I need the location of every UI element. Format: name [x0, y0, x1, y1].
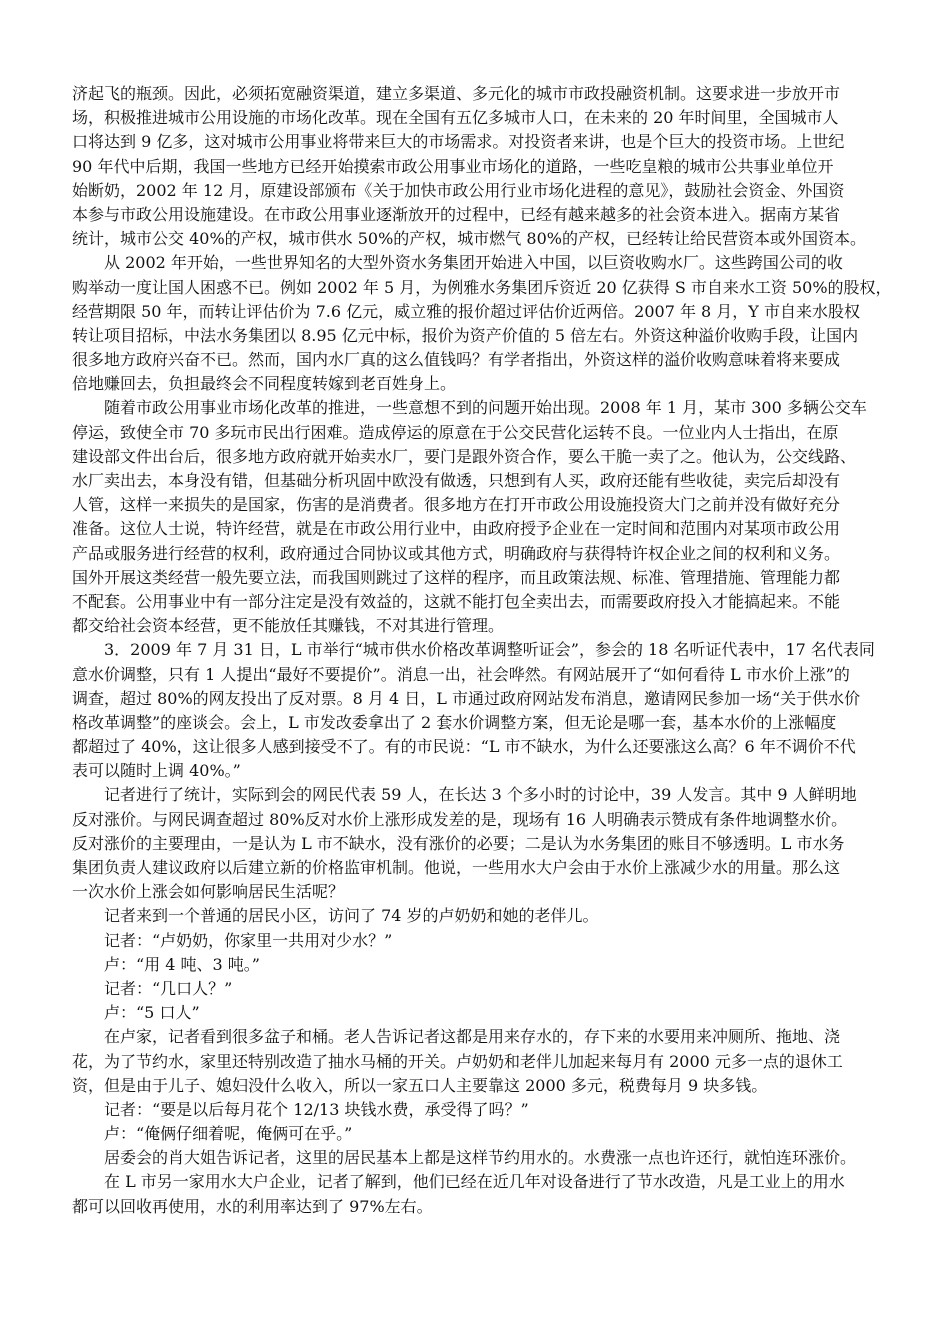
- text-line: 90 年代中后期，我国一些地方已经开始摸索市政公用事业市场化的道路，一些吃皇粮的城市公共事业单位开: [72, 156, 834, 176]
- text-line: 反对涨价的主要理由，一是认为 L 市不缺水，没有涨价的必要；二是认为水务集团的账目不够透明。L 市水务: [72, 833, 845, 853]
- paragraph: [72, 1122, 892, 1146]
- text-line: 人管，这样一来损失的是国家，伤害的是消费者。很多地方在打开市政公用设施投资大门之前并没有做好充分: [72, 495, 841, 515]
- text-line: 始断奶，2002 年 12 月，原建设部颁布《关于加快市政公用行业市场化进程的意见》，鼓励社会资金、外国资: [72, 180, 845, 200]
- text-line: 记者来到一个普通的居民小区，访问了 74 岁的卢奶奶和她的老伴儿。: [104, 906, 599, 926]
- text-line: 很多地方政府兴奋不已。然而，国内水厂真的这么值钱吗？有学者指出，外资这样的溢价收购意味着将来要成: [72, 350, 841, 370]
- text-line: 口将达到 9 亿多，这对城市公用事业将带来巨大的市场需求。对投资者来讲，也是个巨大的投资市场。上世纪: [72, 132, 845, 152]
- paragraph: [72, 1098, 892, 1122]
- text-line: 反对涨价。与网民调查超过 80%反对水价上涨形成发差的是，现场有 16 人明确表示赞成有条件地调整水价。: [72, 809, 848, 829]
- paragraph: [72, 929, 892, 953]
- text-line: 资，但是由于儿子、媳妇没什么收入，所以一家五口人主要靠这 2000 多元，税费每月 9 块多钱。: [72, 1075, 768, 1095]
- text-line: 卢：“5 口人”: [104, 1003, 200, 1023]
- text-line: 格改革调整”的座谈会。会上，L 市发改委拿出了 2 套水价调整方案，但无论是哪一套，基本水价的上涨幅度: [72, 712, 837, 732]
- paragraph: [72, 953, 892, 977]
- text-line: 建设部文件出台后，很多地方政府就开始卖水厂，要门是跟外资合作，要么干脆一卖了之。他认为，公交线路、: [72, 446, 857, 466]
- text-line: 3．2009 年 7 月 31 日，L 市举行“城市供水价格改革调整听证会”，参会的 18 名听证代表中，17 名代表同: [104, 640, 875, 660]
- text-line: 卢：“俺俩仔细着呢，俺俩可在乎。”: [104, 1124, 353, 1144]
- text-line: 经营期限 50 年，而转让评估价为 7.6 亿元，威立雅的报价超过评估价近两倍。2007 年 8 月，Y 市自来水股权: [72, 301, 860, 321]
- text-line: 本参与市政公用设施建设。在市政公用事业逐渐放开的过程中，已经有越来越多的社会资本进入。据南方某省: [72, 204, 841, 224]
- text-line: 停运，致使全市 70 多玩市民出行困难。造成停运的原意在于公交民营化运转不良。一位业内人士指出，在原: [72, 422, 839, 442]
- text-line: 准备。这位人士说，特许经营，就是在市政公用行业中，由政府授予企业在一定时间和范围内对某项市政公用: [72, 519, 841, 539]
- text-line: 不配套。公用事业中有一部分注定是没有效益的，这就不能打包全卖出去，而需要政府投入才能搞起来。不能: [72, 591, 841, 611]
- paragraph: [72, 1146, 892, 1170]
- text-line: 记者：“要是以后每月花个 12/13 块钱水费，承受得了吗？”: [104, 1099, 529, 1119]
- text-line: 济起飞的瓶颈。因此，必须拓宽融资渠道，建立多渠道、多元化的城市市政投融资机制。这要求进一步放开市: [72, 84, 841, 103]
- text-line: 记者进行了统计，实际到会的网民代表 59 人，在长达 3 个多小时的讨论中，39 人发言。其中 9 人鲜明地: [104, 785, 857, 805]
- text-line: 场，积极推进城市公用设施的市场化改革。现在全国有五亿多城市人口，在未来的 20 年时间里，全国城市人: [72, 108, 839, 128]
- text-line: 在 L 市另一家用水大户企业，记者了解到，他们已经在近几年对设备进行了节水改造，凡是工业上的用水: [104, 1172, 845, 1192]
- paragraph: [72, 1025, 892, 1098]
- paragraph: [72, 251, 892, 396]
- text-line: 国外开展这类经营一般先要立法，而我国则跳过了这样的程序，而且政策法规、标准、管理措施、管理能力都: [72, 567, 841, 587]
- text-line: 调查，超过 80%的网友投出了反对票。8 月 4 日，L 市通过政府网站发布消息，邀请网民参加一场“关于供水价: [72, 688, 861, 708]
- text-line: 水厂卖出去，本身没有错，但基础分析巩固中欧没有做透，只想到有人买，政府还能有些收徒，卖完后却没有: [72, 471, 841, 490]
- text-line: 都交给社会资本经营，更不能放任其赚钱，不对其进行管理。: [72, 616, 505, 636]
- text-line: 从 2002 年开始，一些世界知名的大型外资水务集团开始进入中国，以巨资收购水厂。这些跨国公司的收: [104, 253, 843, 273]
- paragraph: [72, 638, 892, 783]
- text-line: 都可以回收再使用，水的利用率达到了 97%左右。: [72, 1196, 433, 1216]
- text-line: 居委会的肖大姐告诉记者，这里的居民基本上都是这样节约用水的。水费涨一点也许还行，就怕连环涨价。: [104, 1148, 857, 1168]
- text-line: 产品或服务进行经营的权利，政府通过合同协议或其他方式，明确政府与获得特许权企业之间的权利和义务。: [72, 543, 841, 563]
- text-line: 随着市政公用事业市场化改革的推进，一些意想不到的问题开始出现。2008 年 1 月，某市 300 多辆公交车: [104, 398, 867, 418]
- text-line: 统计，城市公交 40%的产权，城市供水 50%的产权，城市燃气 80%的产权，已经转让给民营资本或外国资本。: [72, 229, 866, 249]
- text-line: 在卢家，记者看到很多盆子和桶。老人告诉记者这都是用来存水的，存下来的水要用来冲厕所、拖地、浇: [104, 1027, 841, 1047]
- text-line: 卢：“用 4 吨、3 吨。”: [104, 954, 260, 974]
- paragraph: [72, 783, 892, 904]
- paragraph: [72, 977, 892, 1001]
- document-page: [72, 82, 892, 1219]
- text-line: 转让项目招标，中法水务集团以 8.95 亿元中标，报价为资产价值的 5 倍左右。外资这种溢价收购手段，让国内: [72, 325, 859, 345]
- text-line: 记者：“卢奶奶，你家里一共用对少水？”: [104, 930, 393, 950]
- text-line: 购举动一度让国人困惑不已。例如 2002 年 5 月，为例雅水务集团斥资近 20 亿获得 S 市自来水工资 50%的股权，: [72, 277, 892, 297]
- paragraph: [72, 396, 892, 638]
- text-line: 集团负责人建议政府以后建立新的价格监审机制。他说，一些用水大户会由于水价上涨减少水的用量。那么这: [72, 858, 841, 877]
- paragraph: [72, 82, 892, 251]
- paragraph: [72, 904, 892, 928]
- text-line: 倍地赚回去，负担最终会不同程度转嫁到老百姓身上。: [72, 374, 457, 394]
- text-line: 意水价调整，只有 1 人提出“最好不要提价”。消息一出，社会哗然。有网站展开了“如何看待 L 市水价上涨”的: [72, 664, 850, 684]
- paragraph: [72, 1001, 892, 1025]
- text-line: 记者：“几口人？”: [104, 978, 233, 998]
- text-line: 都超过了 40%，这让很多人感到接受不了。有的市民说：“L 市不缺水，为什么还要涨这么高？6 年不调价不代: [72, 737, 856, 757]
- text-line: 表可以随时上调 40%。”: [72, 761, 241, 781]
- paragraph: [72, 1170, 892, 1218]
- text-line: 一次水价上涨会如何影响居民生活呢？: [72, 882, 345, 902]
- text-line: 花，为了节约水，家里还特别改造了抽水马桶的开关。卢奶奶和老伴儿加起来每月有 2000 元多一点的退休工: [72, 1051, 843, 1071]
